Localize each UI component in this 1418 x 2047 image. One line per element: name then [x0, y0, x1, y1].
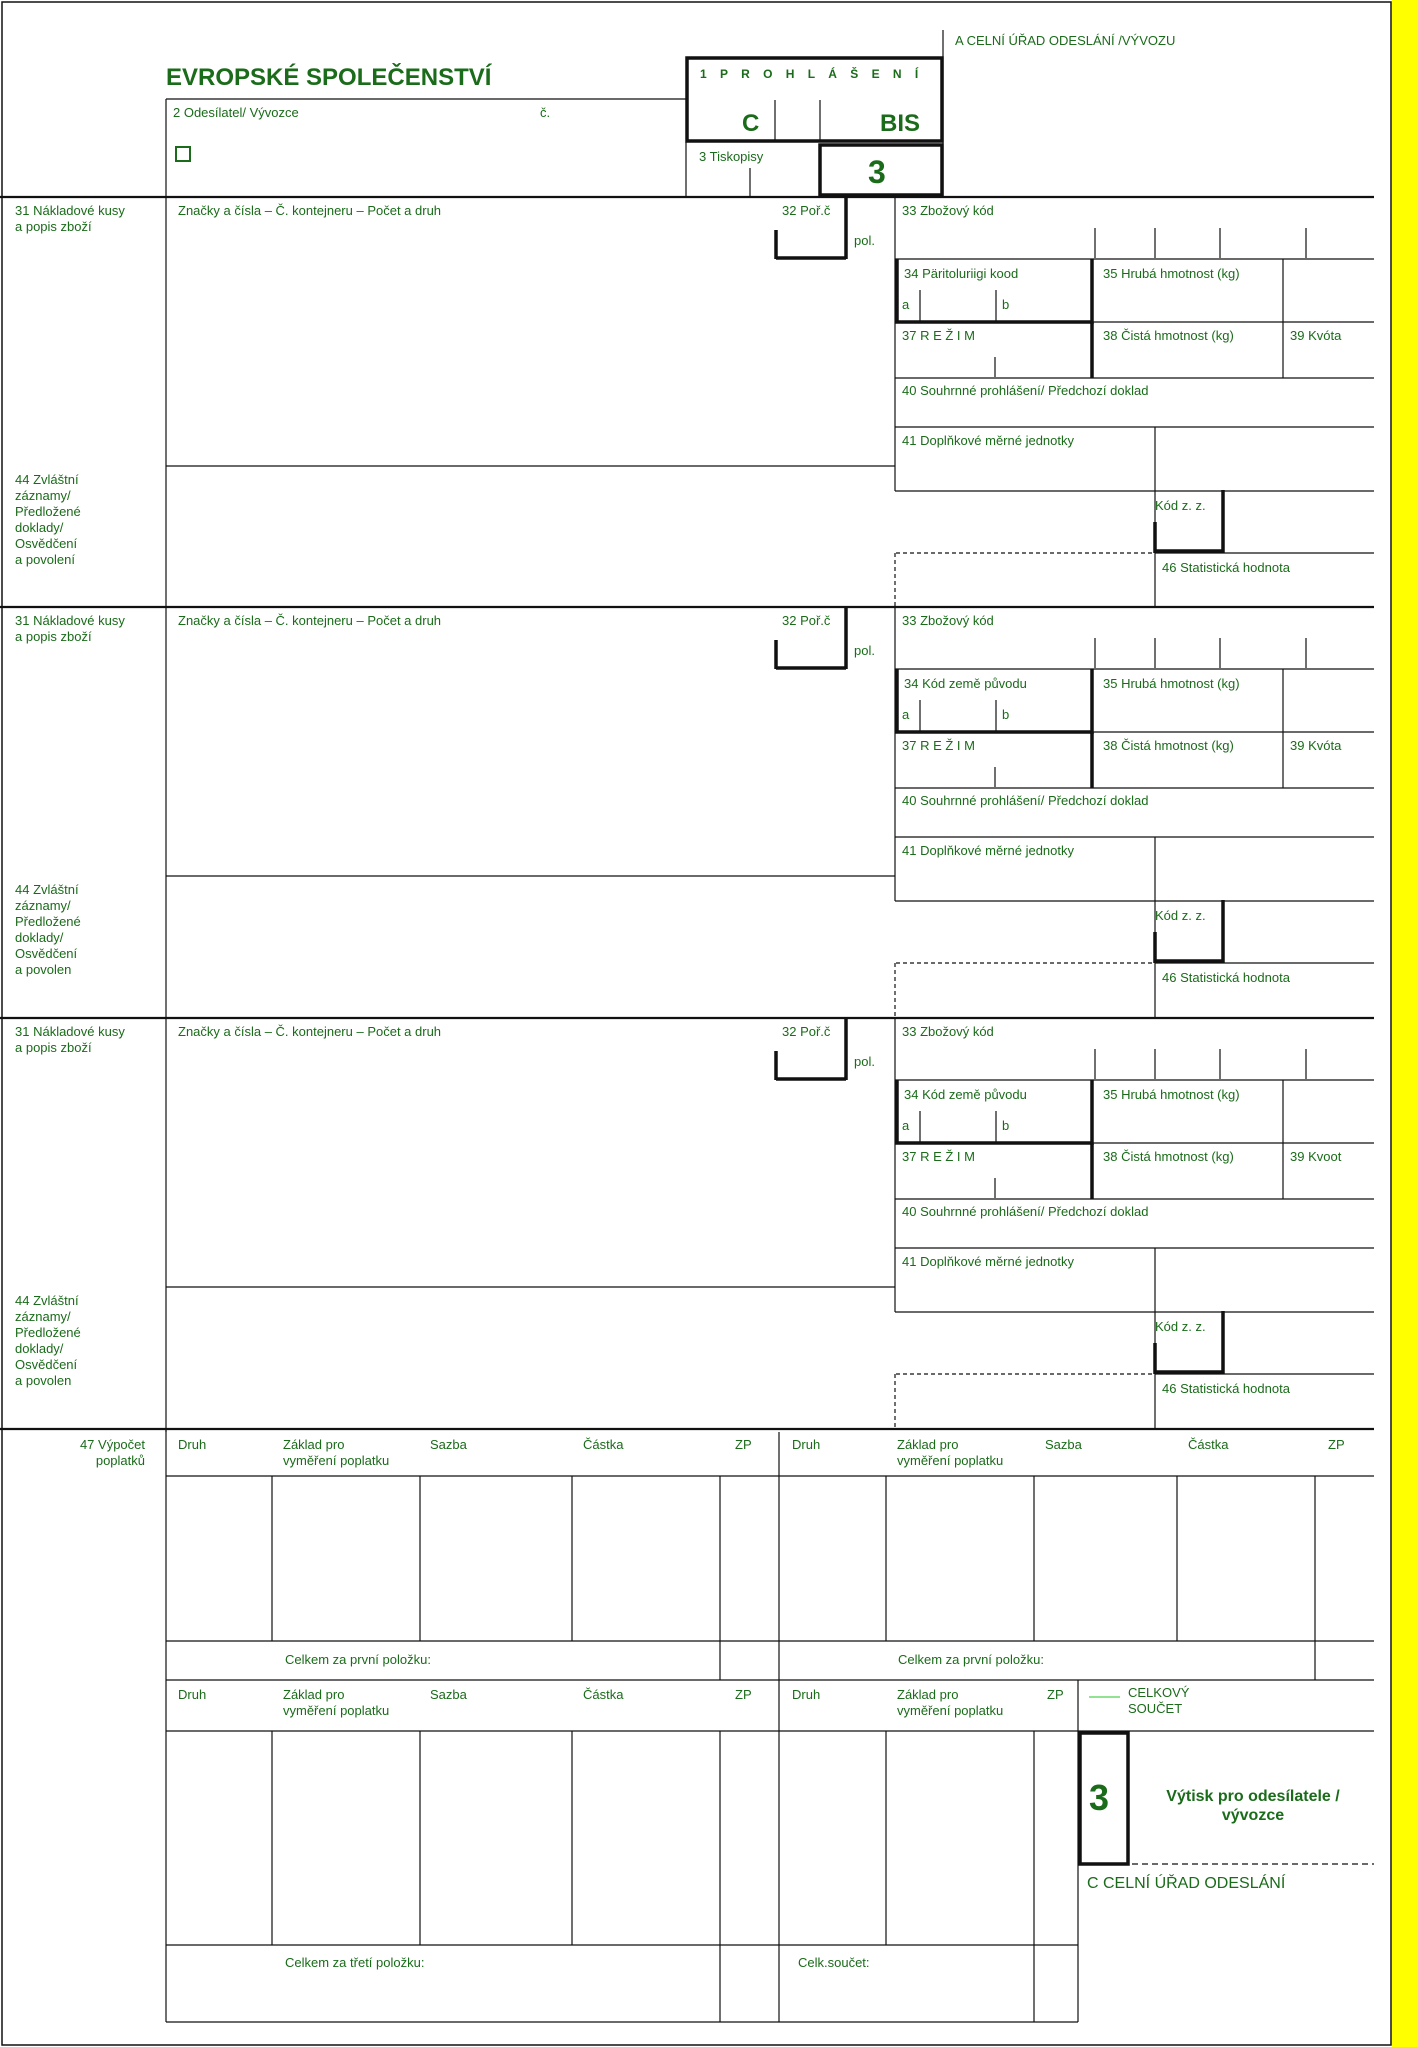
office-of-departure-label: A CELNÍ ÚŘAD ODESLÁNÍ /VÝVOZU — [955, 33, 1176, 48]
item-box34-a-label: a — [902, 1118, 910, 1133]
fee-base-header: Základ pro vyměření poplatku — [283, 1687, 390, 1718]
fee-type-header: Druh — [178, 1437, 207, 1452]
box2-consignor-label: 2 Odesílatel/ Vývozce — [173, 105, 299, 120]
fee-type-header: Druh — [792, 1687, 821, 1702]
item-grid — [166, 1018, 1374, 1428]
community-title: EVROPSKÉ SPOLEČENSTVÍ — [166, 64, 492, 91]
fee-rate-header: Sazba — [430, 1437, 467, 1452]
box47-label: 47 Výpočet poplatků — [79, 1437, 145, 1468]
item-grid — [166, 197, 1374, 607]
fee-amount-header: Částka — [1188, 1437, 1229, 1452]
item-box35-label: 35 Hrubá hmotnost (kg) — [1103, 266, 1240, 281]
item-box37-label: 37 R E Ž I M — [902, 1149, 975, 1164]
item-box40-label: 40 Souhrnné prohlášení/ Předchozí doklad — [902, 1204, 1149, 1219]
item-box34-b-label: b — [1002, 297, 1010, 312]
item-box34-b-label: b — [1002, 707, 1010, 722]
item-box33-label: 33 Zbožový kód — [902, 203, 994, 218]
copy-number: 3 — [1089, 1777, 1110, 1818]
office-of-departure-footer: C CELNÍ ÚŘAD ODESLÁNÍ — [1087, 1875, 1286, 1892]
fee-amount-header: Částka — [583, 1687, 624, 1702]
fee-rate-header: Sazba — [1045, 1437, 1082, 1452]
item-box31-label: 31 Nákladové kusy a popis zboží — [15, 613, 125, 644]
box1-declaration-label: 1 P R O H L Á Š E N Í — [700, 67, 924, 81]
box2-number-label: č. — [540, 105, 551, 120]
fee-mp-header: ZP — [1047, 1687, 1064, 1702]
fee-type-header: Druh — [178, 1687, 207, 1702]
item-box35-label: 35 Hrubá hmotnost (kg) — [1103, 1087, 1240, 1102]
item-box33-label: 33 Zbožový kód — [902, 613, 994, 628]
item-pol-label: pol. — [854, 643, 875, 658]
fee-mp-header: ZP — [735, 1687, 752, 1702]
item-box32-label: 32 Poř.č — [782, 203, 831, 218]
fee-base-header: Základ pro vyměření poplatku — [897, 1687, 1004, 1718]
item-box41-label: 41 Doplňkové měrné jednotky — [902, 843, 1074, 858]
item-box46-label: 46 Statistická hodnota — [1162, 560, 1290, 575]
copy-designation: Výtisk pro odesílatele / vývozce — [1166, 1788, 1340, 1824]
item-box44-label: 44 Zvláštní záznamy/ Předložené doklady/ Osvědčení a povolení — [15, 472, 81, 567]
box3-forms-value: 3 — [868, 154, 886, 190]
fee-mp-header: ZP — [1328, 1437, 1345, 1452]
consignor-checkbox[interactable] — [175, 146, 191, 162]
item-pol-label: pol. — [854, 1054, 875, 1069]
item-box39-label: 39 Kvóta — [1290, 738, 1342, 753]
fee-base-header: Základ pro vyměření poplatku — [283, 1437, 390, 1468]
fee-base-header: Základ pro vyměření poplatku — [897, 1437, 1004, 1468]
box3-forms-label: 3 Tiskopisy — [699, 149, 764, 164]
item-box44-label: 44 Zvláštní záznamy/ Předložené doklady/ Osvědčení a povolen — [15, 882, 81, 977]
total-third-item-label: Celkem za třetí položku: — [285, 1955, 425, 1970]
item-marks-label: Značky a čísla – Č. kontejneru – Počet a druh — [178, 1024, 442, 1039]
item-kod-label: Kód z. z. — [1155, 908, 1206, 923]
item-box37-label: 37 R E Ž I M — [902, 328, 975, 343]
item-kod-label: Kód z. z. — [1155, 498, 1206, 513]
fee-amount-header: Částka — [583, 1437, 624, 1452]
item-box40-label: 40 Souhrnné prohlášení/ Předchozí doklad — [902, 793, 1149, 808]
fee-mp-header: ZP — [735, 1437, 752, 1452]
item-box34-a-label: a — [902, 297, 910, 312]
item-box38-label: 38 Čistá hmotnost (kg) — [1103, 1149, 1234, 1164]
grand-total-short-label: Celk.součet: — [798, 1955, 870, 1970]
item-box41-label: 41 Doplňkové měrné jednotky — [902, 1254, 1074, 1269]
item-box35-label: 35 Hrubá hmotnost (kg) — [1103, 676, 1240, 691]
item-box44-label: 44 Zvláštní záznamy/ Předložené doklady/ Osvědčení a povolen — [15, 1293, 81, 1388]
fee-rate-header: Sazba — [430, 1687, 467, 1702]
item-box46-label: 46 Statistická hodnota — [1162, 970, 1290, 985]
item-marks-label: Značky a čísla – Č. kontejneru – Počet a druh — [178, 203, 442, 218]
item-kod-label: Kód z. z. — [1155, 1319, 1206, 1334]
item-box34-b-label: b — [1002, 1118, 1010, 1133]
item-box40-label: 40 Souhrnné prohlášení/ Předchozí doklad — [902, 383, 1149, 398]
item-box34-label: 34 Päritoluriigi kood — [904, 266, 1019, 281]
item-box32-label: 32 Poř.č — [782, 613, 831, 628]
box1-bis-value: BIS — [880, 110, 921, 137]
item-box38-label: 38 Čistá hmotnost (kg) — [1103, 738, 1234, 753]
item-box34-label: 34 Kód země původu — [904, 1087, 1027, 1102]
item-box39-label: 39 Kvóta — [1290, 328, 1342, 343]
total-first-item-label: Celkem za první položku: — [285, 1652, 431, 1667]
item-pol-label: pol. — [854, 233, 875, 248]
item-box31-label: 31 Nákladové kusy a popis zboží — [15, 1024, 125, 1055]
item-box34-label: 34 Kód země původu — [904, 676, 1027, 691]
item-box32-label: 32 Poř.č — [782, 1024, 831, 1039]
total-first-item-label: Celkem za první položku: — [898, 1652, 1044, 1667]
item-box33-label: 33 Zbožový kód — [902, 1024, 994, 1039]
grand-total-label: CELKOVÝ SOUČET — [1128, 1685, 1190, 1716]
item-box31-label: 31 Nákladové kusy a popis zboží — [15, 203, 125, 234]
fee-type-header: Druh — [792, 1437, 821, 1452]
box1-c-value: C — [742, 110, 760, 137]
item-box46-label: 46 Statistická hodnota — [1162, 1381, 1290, 1396]
item-box41-label: 41 Doplňkové měrné jednotky — [902, 433, 1074, 448]
item-box34-a-label: a — [902, 707, 910, 722]
item-box38-label: 38 Čistá hmotnost (kg) — [1103, 328, 1234, 343]
item-box39-label: 39 Kvoot — [1290, 1149, 1342, 1164]
item-grid — [166, 607, 1374, 1017]
item-marks-label: Značky a čísla – Č. kontejneru – Počet a druh — [178, 613, 442, 628]
item-box37-label: 37 R E Ž I M — [902, 738, 975, 753]
